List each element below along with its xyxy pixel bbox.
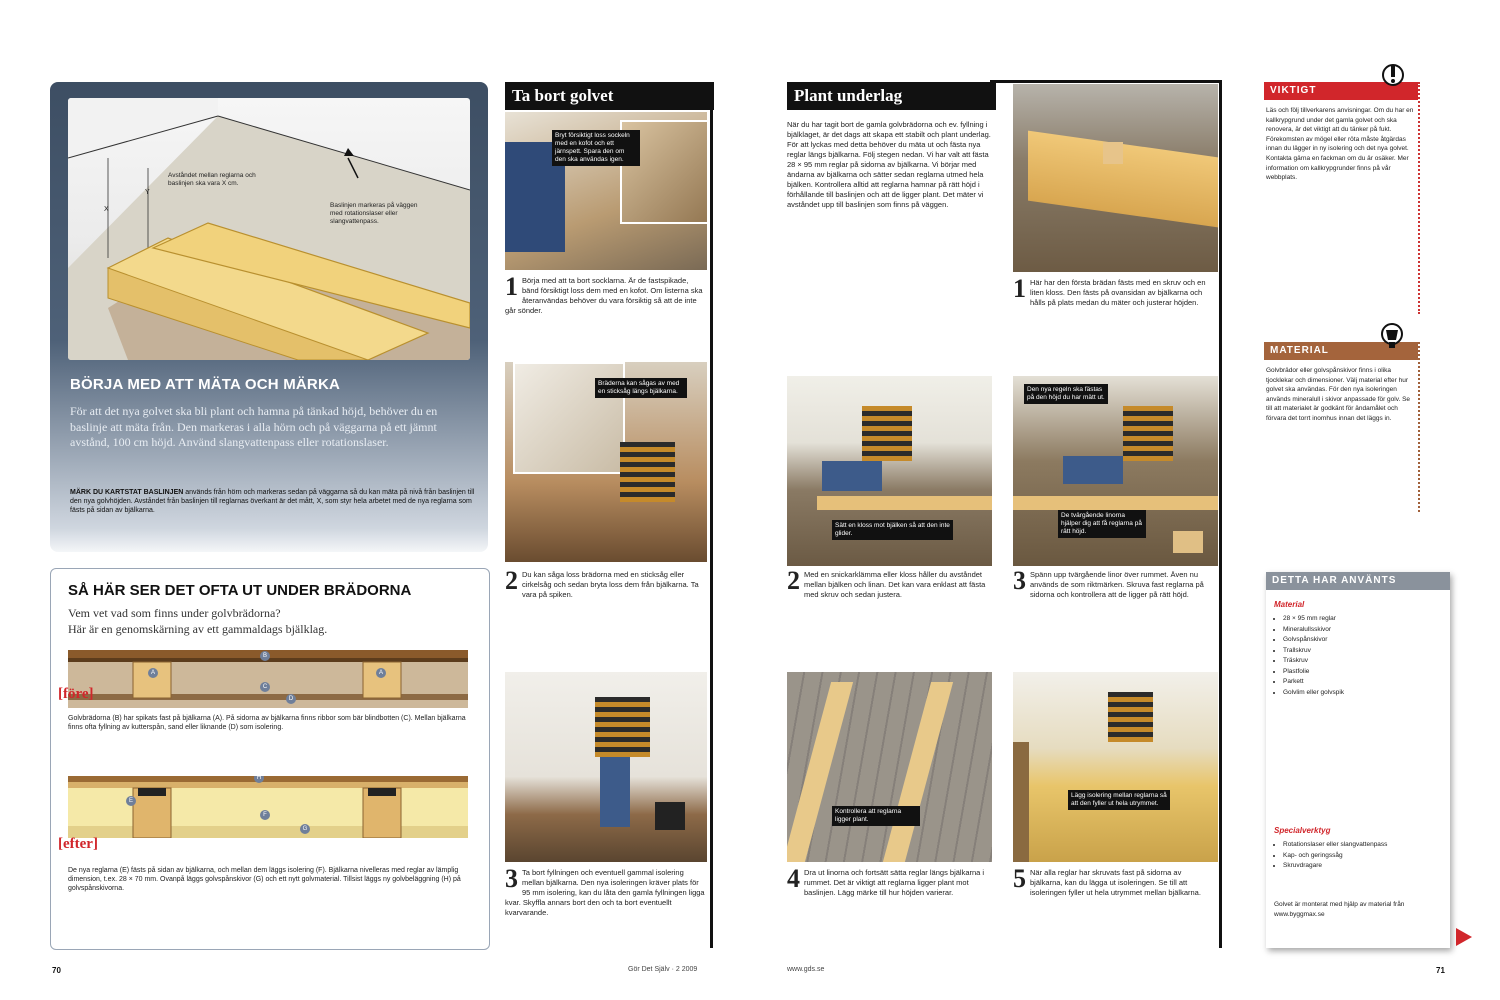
- intro-body-bold: MÄRK DU KARTSTAT BASLINJEN: [70, 489, 184, 496]
- label-before: [före]: [58, 686, 94, 702]
- list-item: • Trallskruv: [1283, 646, 1453, 657]
- intro-body: [70, 488, 475, 515]
- photo-insulation: [1013, 672, 1218, 862]
- column-rule-2: [1219, 82, 1222, 948]
- ta-bort-step-1-number: 1: [505, 272, 518, 301]
- illustration-label-height: Avståndet mellan reglarna och baslinjen ska vara X cm.: [168, 172, 256, 187]
- under-boards-subheading-2: Här är en genomskärning av ett gammaldags bjälklag.: [68, 622, 328, 636]
- ta-bort-step-1-text: Börja med att ta bort socklarna. Är de fastspikade, bänd försiktigt loss dem med en kofot. Om listerna ska återanvändas behöver du vara försiktig så att de inte går sönder.: [505, 276, 703, 315]
- dimension-x-label: X: [104, 206, 109, 213]
- plant-step-5-text: När alla reglar har skruvats fast på sidorna av bjälkarna, kan du lägga ut isoleringen. Se till att isoleringen fyller ut hela utrymmet mellan bjälkarna.: [1030, 868, 1201, 897]
- ta-bort-step-2-number: 2: [505, 566, 518, 595]
- callout-saw-boards: Bräderna kan sågas av med en sticksåg längs bjälkarna.: [595, 378, 687, 398]
- callout-measure-joist: Sätt en kloss mot bjälken så att den inte glider.: [832, 520, 953, 540]
- list-item: • Parkett: [1283, 677, 1453, 688]
- cross-section-after: [68, 776, 468, 838]
- under-boards-subheading-1: Vem vet vad som finns under golvbrädorna?: [68, 606, 281, 620]
- marker-after-e: E: [126, 796, 136, 806]
- plant-step-3: [1013, 566, 1215, 600]
- plant-title: Plant underlag: [787, 82, 996, 110]
- page-number-right: 71: [1436, 966, 1445, 975]
- intro-lead: För att det nya golvet ska bli plant och hamna på tänkad höjd, behöver du en baslinje att mäta från. Den markeras i alla hörn och på väggarna på ett jämnt avstånd, 100 cm höjd. Använd slangvattenpass eller rotationslaser.: [70, 404, 438, 449]
- plant-step-3-number: 3: [1013, 566, 1026, 595]
- footer-url: www.gds.se: [787, 966, 825, 973]
- plant-intro: När du har tagit bort de gamla golvbrädorna och ev. fyllning i bjälklaget, är det dags att skapa ett stabilt och plant underlag. För att lyckas med detta behöver du mäta ut och fästa nya reglar längs bjälkarna. Följ stegen nedan. Vi har valt att fästa 28 × 95 mm reglar på sidorna av bjälkarna. Vi börjar med ändarna av bjälkarna och sätter sedan reglarna utmed hela bjälken. Kontrollera alltid att reglarna hamnar på rätt höjd i förhållande till baslinjen och att de ligger plant. Det mäter vi avståndet upp till baslinjen som finns på väggen.: [787, 120, 991, 209]
- marker-before-c: C: [260, 682, 270, 692]
- list-item: • Kap- och geringssåg: [1283, 851, 1453, 862]
- list-item: • Golvspånskivor: [1283, 635, 1453, 646]
- plant-top-rule: [990, 80, 1222, 83]
- footer-magazine-name: Gör Det Själv: [628, 966, 670, 973]
- material-body: Golvbrädor eller golvspånskivor finns i olika tjocklekar och dimensioner. Välj material efter hur golvet ska användas. För den nya isoleringen används mineralull i skivor anpassade för golv. Se till att materialet är godkänt för ändamålet och förvara det torrt inomhus innan det läggs in.: [1266, 367, 1411, 422]
- footer-separator: ·: [671, 966, 676, 973]
- dimension-y-label: Y: [145, 189, 150, 196]
- plant-step-4-text: Dra ut linorna och fortsätt sätta reglar längs bjälkarna i rummet. Det är viktigt att reglarna ligger plant mot baslinjen. Lägg märke till hur höjden varierar.: [804, 868, 985, 897]
- used-credit: Golvet är monterat med hjälp av material från www.byggmax.se: [1274, 901, 1405, 918]
- floor-illustration: [68, 98, 470, 360]
- used-tools-heading: Specialverktyg: [1274, 826, 1331, 835]
- plant-step-1-text: Här har den första brädan fästs med en skruv och en liten kloss. Den fästs på ovansidan av bjälkarna och hålls på plats medan du mäter och justerar höjden.: [1030, 278, 1206, 307]
- footer-magazine: [628, 966, 697, 973]
- under-boards-heading: SÅ HÄR SER DET OFTA UT UNDER BRÄDORNA: [68, 582, 412, 599]
- ta-bort-step-1: [505, 272, 705, 316]
- callout-insulation: Lägg isolering mellan reglarna så att den fyller ut hela utrymmet.: [1068, 790, 1170, 810]
- plant-step-1: [1013, 274, 1215, 308]
- column-rule-1: [710, 82, 713, 948]
- list-item: • 28 × 95 mm reglar: [1283, 614, 1453, 625]
- label-after: [efter]: [58, 836, 98, 852]
- next-page-arrow-icon[interactable]: [1456, 928, 1472, 946]
- ta-bort-step-2: [505, 566, 705, 600]
- list-item: • Golvlim eller golvspik: [1283, 688, 1453, 699]
- used-material-heading: Material: [1274, 600, 1305, 609]
- plant-step-1-number: 1: [1013, 274, 1026, 303]
- used-title: DETTA HAR ANVÄNTS: [1266, 572, 1450, 590]
- plant-step-3-text: Spänn upp tvärgående linor över rummet. Även nu används de som riktmärken. Skruva fast reglarna på sidorna och kontrollera att de ligger på rätt höjd.: [1030, 570, 1204, 599]
- marker-before-a-1: A: [148, 668, 158, 678]
- intro-body-text: används från hörn och markeras sedan på väggarna så du kan mäta på nivå från baslinjen till den nya golvhöjden. Avståndet från baslinjen till reglarnas överkant är det mått, X, som styr hela arbetet med de nya reglarna som fästs på sidan av bjälkarna.: [70, 489, 475, 514]
- photo-level-joists: [787, 672, 992, 862]
- list-item: • Skruvdragare: [1283, 861, 1453, 872]
- plant-step-2: [787, 566, 992, 600]
- plant-step-5-number: 5: [1013, 864, 1026, 893]
- photo-remove-fill: [505, 672, 707, 862]
- ta-bort-step-3: [505, 864, 705, 918]
- list-item: • Plastfolie: [1283, 667, 1453, 678]
- marker-before-b: B: [260, 651, 270, 661]
- marker-after-f: F: [260, 810, 270, 820]
- warning-icon: [1382, 60, 1404, 90]
- viktigt-body: Läs och följ tillverkarens anvisningar. Om du har en kallkrypgrund under det gamla golvet och ska renovera, är det viktigt att du tänker på fukt. Förekomsten av mögel eller röta måste åtgärdas innan du lägger in ny isolering och det nya golvet. Kontakta gärna en fackman om du är osäker. Mer information om kallkrypgrunder finns på vår webbplats.: [1266, 107, 1414, 182]
- callout-string-lines: De tvärgående linorna hjälper dig att få reglarna på rätt höjd.: [1058, 510, 1146, 538]
- illustration-label-baseline: Baslinjen markeras på väggen med rotationslaser eller slangvattenpass.: [330, 202, 418, 225]
- plant-step-2-number: 2: [787, 566, 800, 595]
- plant-step-4: [787, 864, 992, 898]
- footer-issue: 2 2009: [675, 966, 698, 973]
- list-item: • Träskruv: [1283, 656, 1453, 667]
- ta-bort-step-3-number: 3: [505, 864, 518, 893]
- intro-heading: BÖRJA MED ATT MÄTA OCH MÄRKA: [70, 376, 341, 393]
- ta-bort-title: Ta bort golvet: [505, 82, 714, 110]
- marker-after-h: H: [254, 776, 264, 783]
- photo-first-joist: [1013, 84, 1218, 272]
- used-material-list: [1274, 614, 1453, 698]
- callout-level-joists: Kontrollera att reglarna ligger plant.: [832, 806, 920, 826]
- text-before: Golvbrädorna (B) har spikats fast på bjälkarna (A). På sidorna av bjälkarna finns ribbor som bär blindbotten (C). Mellan bjälkarna finns ofta fyllning av kutterspån, sand eller liknande (D) som isolering.: [68, 715, 466, 731]
- cross-section-before: [68, 650, 468, 708]
- marker-before-d: D: [286, 694, 296, 704]
- list-item: • Rotationslaser eller slangvattenpass: [1283, 840, 1453, 851]
- marker-before-a-2: A: [376, 668, 386, 678]
- plant-step-5: [1013, 864, 1215, 898]
- marker-after-g: G: [300, 824, 310, 834]
- viktigt-title: VIKTIGT: [1264, 82, 1418, 100]
- ta-bort-step-3-text: Ta bort fyllningen och eventuell gammal isolering mellan bjälkarna. Den nya isoleringen kräver plats för 95 mm isolering, kan du låta den gamla fyllningen ligga kvar. Skyffla annars bort den och ta bort eventuellt kvarvarande.: [505, 868, 705, 917]
- callout-remove-skirting: Bryt försiktigt loss sockeln med en kofot och ett järnspett. Spara den om den ska användas igen.: [552, 130, 640, 166]
- used-tools-list: [1274, 840, 1453, 872]
- material-icon: [1380, 322, 1404, 352]
- material-title: MATERIAL: [1264, 342, 1418, 360]
- text-after: De nya reglarna (E) fästs på sidan av bjälkarna, och mellan dem läggs isolering (F). Bjälkarna nivelleras med reglar av lämplig dimension, t.ex. 28 × 70 mm. Ovanpå läggs golvspånskivor (G) och ett nytt golvmaterial. Tillsist läggs ny golvbeläggning (H) på golvspånskivorna.: [68, 867, 461, 892]
- list-item: • Mineralullsskivor: [1283, 625, 1453, 636]
- page-number-left: 70: [52, 966, 61, 975]
- plant-step-2-text: Med en snickarklämma eller kloss håller du avståndet mellan bjälken och linan. Det kan vara enklast att fästa med skruv och sedan justera.: [804, 570, 986, 599]
- ta-bort-step-2-text: Du kan såga loss brädorna med en sticksåg eller cirkelsåg och sedan bryta loss dem från bjälkarna. Ta vara på spiken.: [522, 570, 699, 599]
- plant-step-4-number: 4: [787, 864, 800, 893]
- callout-new-joist-height: Den nya regeln ska fästas på den höjd du har mätt ut.: [1024, 384, 1108, 404]
